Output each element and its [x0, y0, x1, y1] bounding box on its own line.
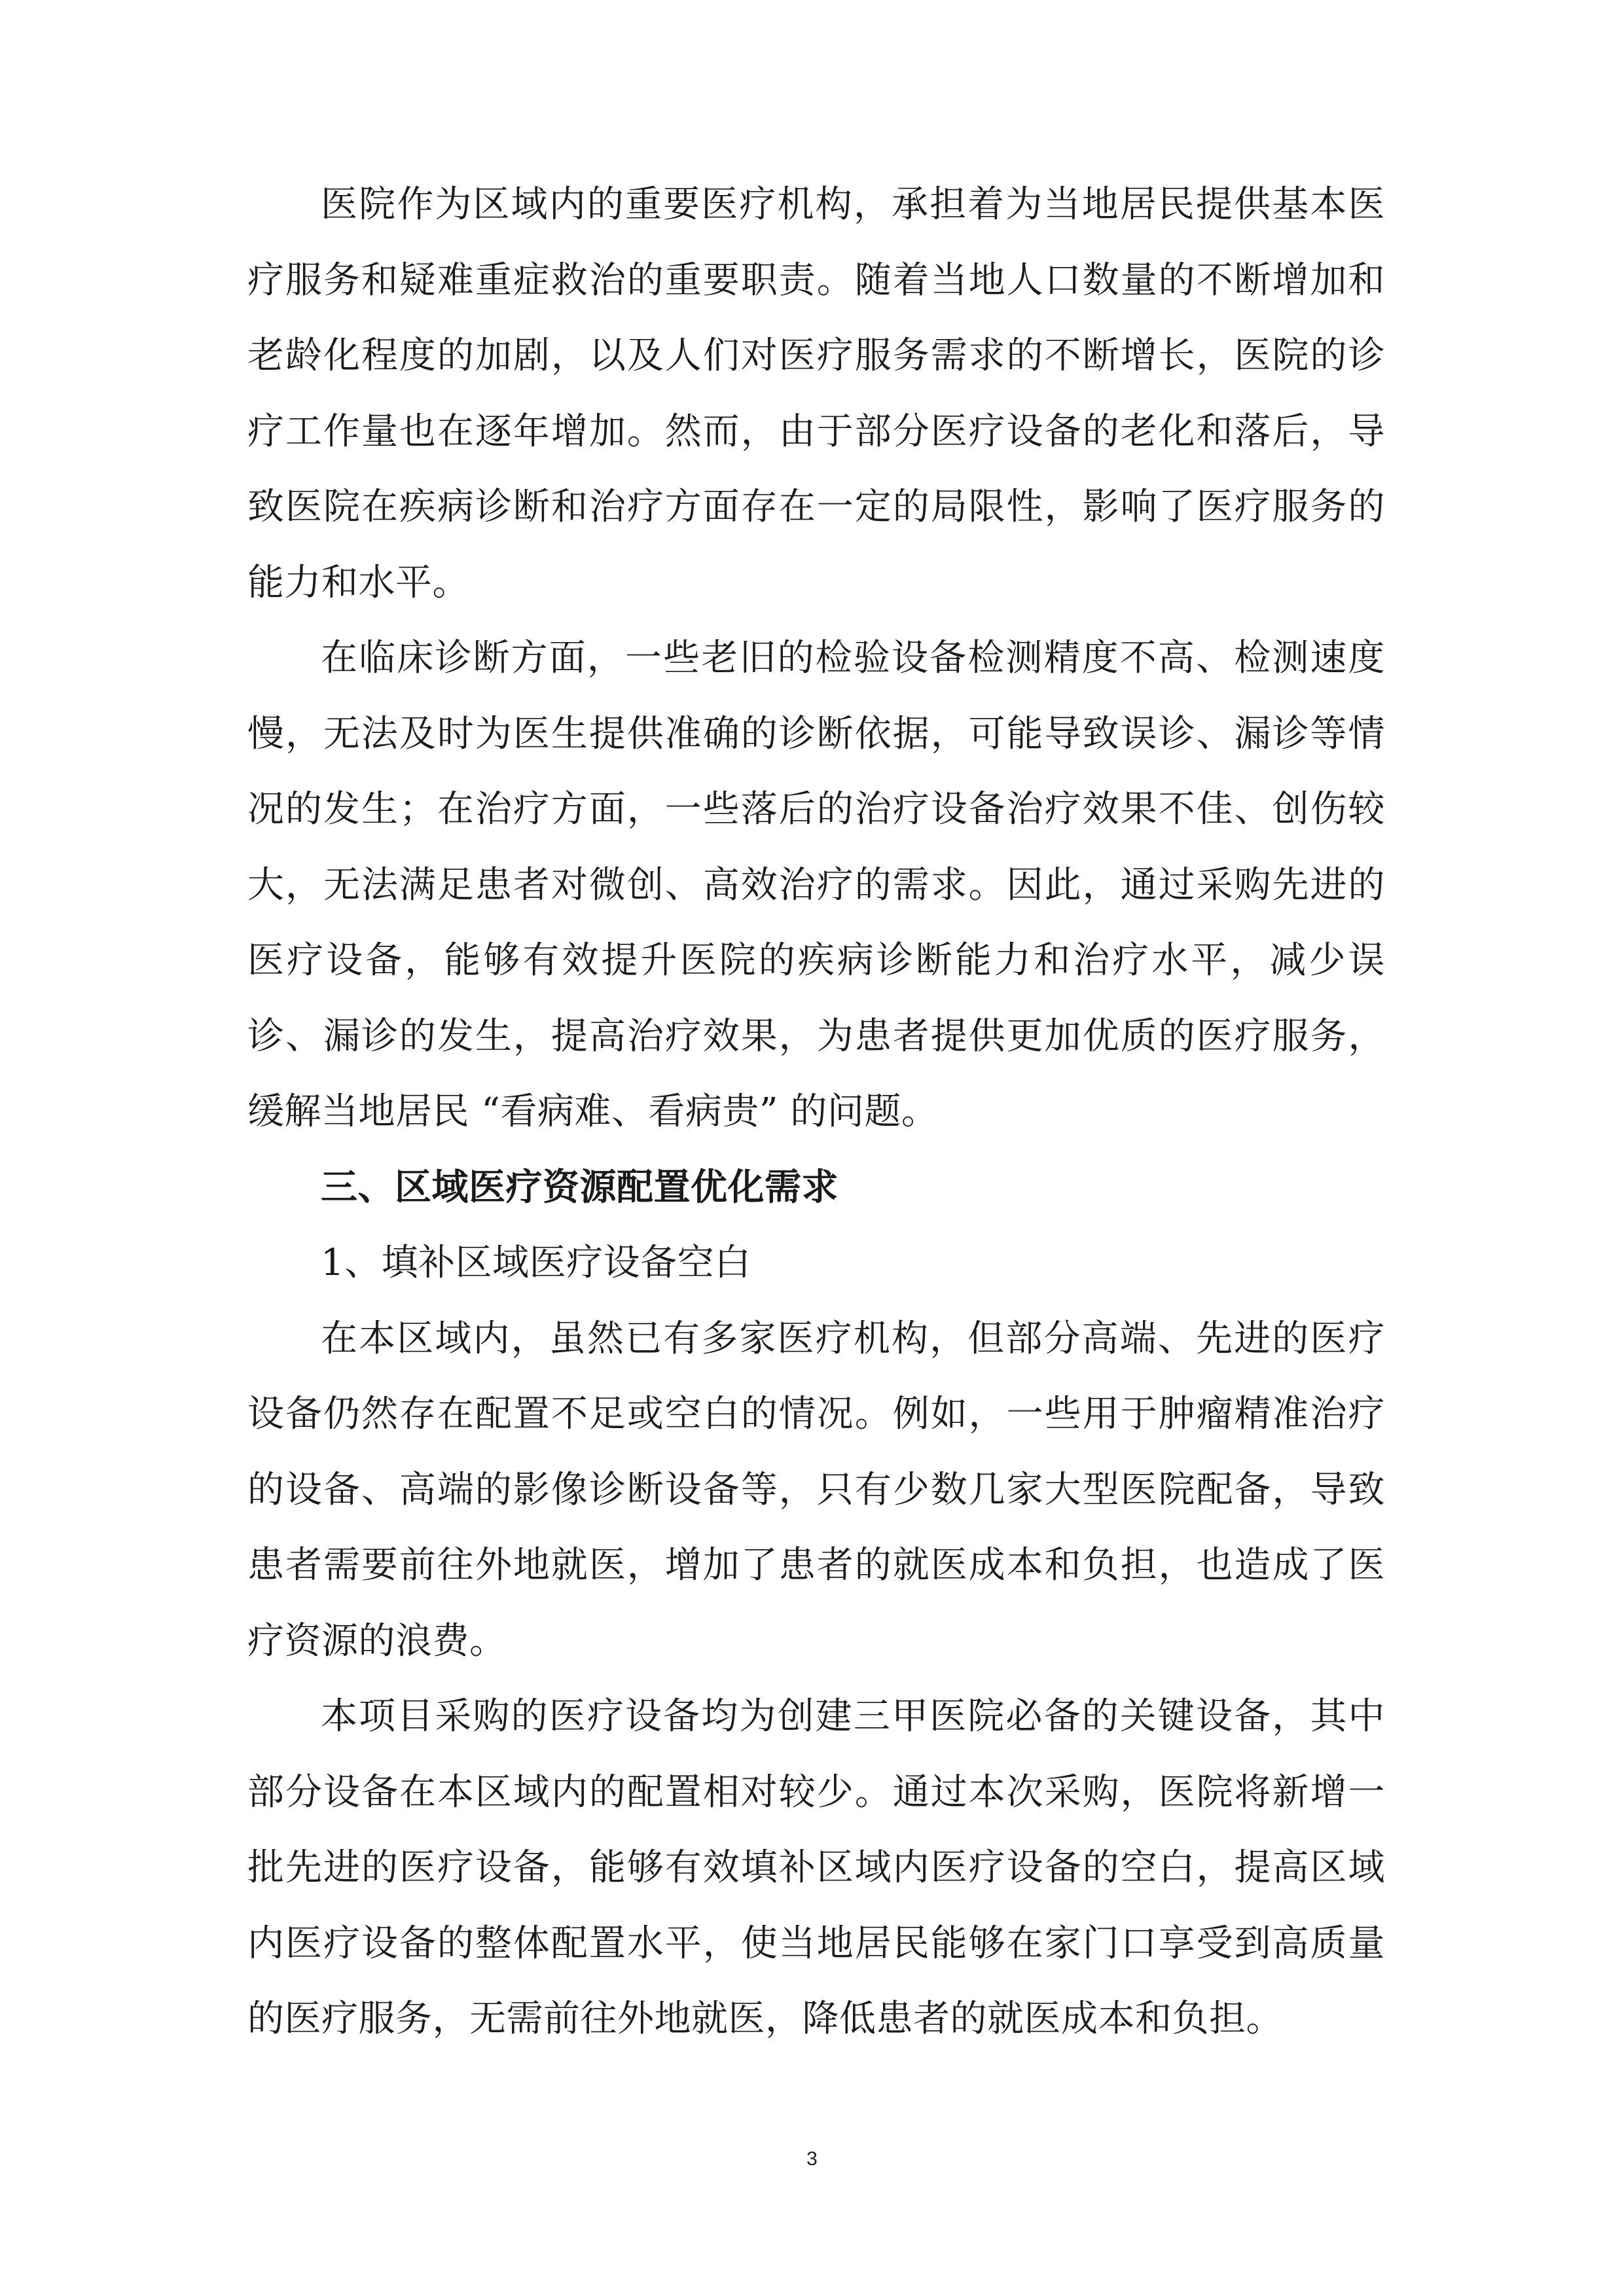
- document-body: [247, 167, 1385, 2057]
- body-paragraph-2: 在临床诊断方面，一些老旧的检验设备检测精度不高、检测速度慢，无法及时为医生提供准确的诊断依据，可能导致误诊、漏诊等情况的发生；在治疗方面，一些落后的治疗设备治疗效果不佳、创伤较大，无法满足患者对微创、高效治疗的需求。因此，通过采购先进的医疗设备，能够有效提升医院的疾病诊断能力和治疗水平，减少误诊、漏诊的发生，提高治疗效果，为患者提供更加优质的医疗服务，缓解当地居民 “看病难、看病贵” 的问题。: [247, 637, 1385, 1133]
- subsection-heading: 1、填补区域医疗设备空白: [321, 1242, 751, 1284]
- body-paragraph-1: 医院作为区域内的重要医疗机构，承担着为当地居民提供基本医疗服务和疑难重症救治的重要职责。随着当地人口数量的不断增加和老龄化程度的加剧，以及人们对医疗服务需求的不断增长，医院的诊疗工作量也在逐年增加。然而，由于部分医疗设备的老化和落后，导致医院在疾病诊断和治疗方面存在一定的局限性，影响了医疗服务的能力和水平。: [247, 183, 1385, 604]
- body-paragraph-4: 本项目采购的医疗设备均为创建三甲医院必备的关键设备，其中部分设备在本区域内的配置相对较少。通过本次采购，医院将新增一批先进的医疗设备，能够有效填补区域内医疗设备的空白，提高区域内医疗设备的整体配置水平，使当地居民能够在家门口享受到高质量的医疗服务，无需前往外地就医，降低患者的就医成本和负担。: [247, 1695, 1385, 2040]
- page-number: 3: [806, 2148, 818, 2170]
- section-heading: 三、区域医疗资源配置优化需求: [321, 1165, 839, 1209]
- body-paragraph-3: 在本区域内，虽然已有多家医疗机构，但部分高端、先进的医疗设备仍然存在配置不足或空白的情况。例如，一些用于肿瘤精准治疗的设备、高端的影像诊断设备等，只有少数几家大型医院配备，导致患者需要前往外地就医，增加了患者的就医成本和负担，也造成了医疗资源的浪费。: [247, 1317, 1385, 1662]
